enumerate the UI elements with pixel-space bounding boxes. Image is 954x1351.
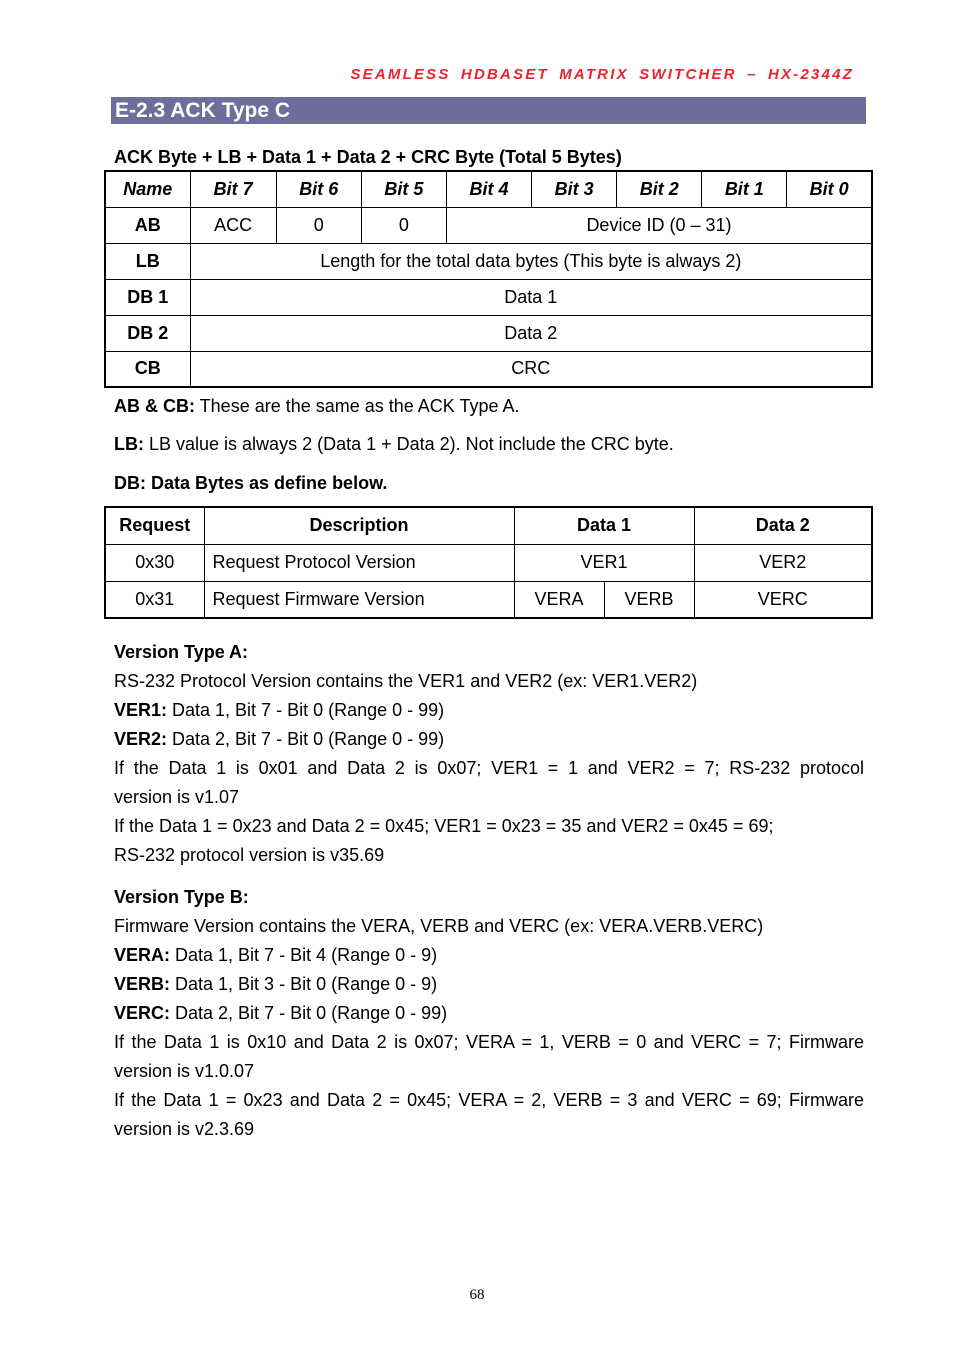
- header-cell: Bit 5: [361, 171, 446, 207]
- table-cell: VERC: [694, 581, 872, 618]
- header-cell: Bit 4: [446, 171, 531, 207]
- body-line: version is v2.3.69: [114, 1119, 255, 1139]
- header-cell: Bit 3: [532, 171, 617, 207]
- row-name: DB 2: [105, 315, 190, 351]
- body-line: If the Data 1 = 0x23 and Data 2 = 0x45; VER1 = 0x23 = 35 and VER2 = 0x45 = 69;: [114, 816, 774, 836]
- table-cell: CRC: [190, 351, 872, 387]
- body-line: [114, 696, 864, 725]
- note-text: LB value is always 2 (Data 1 + Data 2). Not include the CRC byte.: [144, 434, 674, 454]
- request-table: [104, 506, 873, 619]
- header-cell: Data 1: [514, 507, 694, 544]
- note-text: These are the same as the ACK Type A.: [195, 396, 520, 416]
- row-name: LB: [105, 243, 190, 279]
- field-label: VERB:: [114, 974, 171, 994]
- row-name: AB: [105, 207, 190, 243]
- body-line: version is v1.0.07: [114, 1061, 255, 1081]
- table-cell: Length for the total data bytes (This byte is always 2): [190, 243, 872, 279]
- note-lb: [114, 430, 674, 459]
- note-label: AB & CB:: [114, 396, 195, 416]
- body-line: [114, 999, 864, 1028]
- table-cell: Data 2: [190, 315, 872, 351]
- field-label: VER1:: [114, 700, 168, 720]
- note-db: [114, 469, 387, 498]
- body-line: Firmware Version contains the VERA, VERB and VERC (ex: VERA.VERB.VERC): [114, 916, 764, 936]
- table-row: [105, 544, 872, 581]
- table-cell: Request Protocol Version: [204, 544, 514, 581]
- row-name: CB: [105, 351, 190, 387]
- table-header-row: [105, 171, 872, 207]
- header-cell: Data 2: [694, 507, 872, 544]
- table-cell: 0: [361, 207, 446, 243]
- version-type-a: [114, 638, 864, 870]
- table-cell: VERB: [604, 581, 694, 618]
- table-cell: VER1: [514, 544, 694, 581]
- page-header: SEAMLESS HDBASET MATRIX SWITCHER – HX-2344Z: [350, 66, 854, 83]
- field-label: VERA:: [114, 945, 171, 965]
- table-cell: 0x30: [105, 544, 204, 581]
- field-text: Data 2, Bit 7 - Bit 0 (Range 0 - 99): [170, 1003, 448, 1023]
- field-text: Data 1, Bit 7 - Bit 0 (Range 0 - 99): [167, 700, 445, 720]
- field-label: VER2:: [114, 729, 168, 749]
- table-header-row: [105, 507, 872, 544]
- header-cell: Bit 7: [190, 171, 276, 207]
- header-cell: Bit 1: [702, 171, 787, 207]
- header-cell: Request: [105, 507, 204, 544]
- body-line: [114, 941, 864, 970]
- body-line: RS-232 protocol version is v35.69: [114, 845, 385, 865]
- table-row: [105, 351, 872, 387]
- header-cell: Name: [105, 171, 190, 207]
- table-cell: VERA: [514, 581, 604, 618]
- header-cell: Bit 2: [617, 171, 702, 207]
- note-ab-cb: [114, 392, 520, 421]
- field-text: Data 1, Bit 7 - Bit 4 (Range 0 - 9): [170, 945, 438, 965]
- row-name: DB 1: [105, 279, 190, 315]
- body-line: RS-232 Protocol Version contains the VER1 and VER2 (ex: VER1.VER2): [114, 671, 698, 691]
- note-label: LB:: [114, 434, 144, 454]
- body-line: version is v1.07: [114, 787, 240, 807]
- header-cell: Bit 0: [787, 171, 872, 207]
- table-cell: Request Firmware Version: [204, 581, 514, 618]
- header-cell: Bit 6: [276, 171, 361, 207]
- section-title: E-2.3 ACK Type C: [111, 97, 866, 124]
- table-cell: 0x31: [105, 581, 204, 618]
- table-row: [105, 243, 872, 279]
- table-row: [105, 207, 872, 243]
- table-cell: Data 1: [190, 279, 872, 315]
- body-line: If the Data 1 = 0x23 and Data 2 = 0x45; VERA = 2, VERB = 3 and VERC = 69; Firmware: [114, 1090, 864, 1110]
- body-line: If the Data 1 is 0x10 and Data 2 is 0x07; VERA = 1, VERB = 0 and VERC = 7; Firmware: [114, 1032, 864, 1052]
- subsection-title: Version Type A:: [114, 642, 249, 662]
- note-text: DB: Data Bytes as define below.: [114, 473, 388, 493]
- body-line: If the Data 1 is 0x01 and Data 2 is 0x07; VER1 = 1 and VER2 = 7; RS-232 protocol: [114, 758, 864, 778]
- table-cell: VER2: [694, 544, 872, 581]
- ack-byte-table: [104, 170, 873, 388]
- body-line: [114, 970, 864, 999]
- table-row: [105, 279, 872, 315]
- body-line: [114, 725, 864, 754]
- field-text: Data 1, Bit 3 - Bit 0 (Range 0 - 9): [170, 974, 438, 994]
- table-caption: ACK Byte + LB + Data 1 + Data 2 + CRC Byte (Total 5 Bytes): [114, 147, 622, 167]
- field-text: Data 2, Bit 7 - Bit 0 (Range 0 - 99): [167, 729, 445, 749]
- subsection-title: Version Type B:: [114, 887, 249, 907]
- page-number: 68: [469, 1287, 485, 1303]
- table-cell: ACC: [190, 207, 276, 243]
- field-label: VERC:: [114, 1003, 171, 1023]
- version-type-b: [114, 883, 864, 1144]
- header-cell: Description: [204, 507, 514, 544]
- table-cell: 0: [276, 207, 361, 243]
- table-row: [105, 581, 872, 618]
- table-cell: Device ID (0 – 31): [446, 207, 872, 243]
- table-row: [105, 315, 872, 351]
